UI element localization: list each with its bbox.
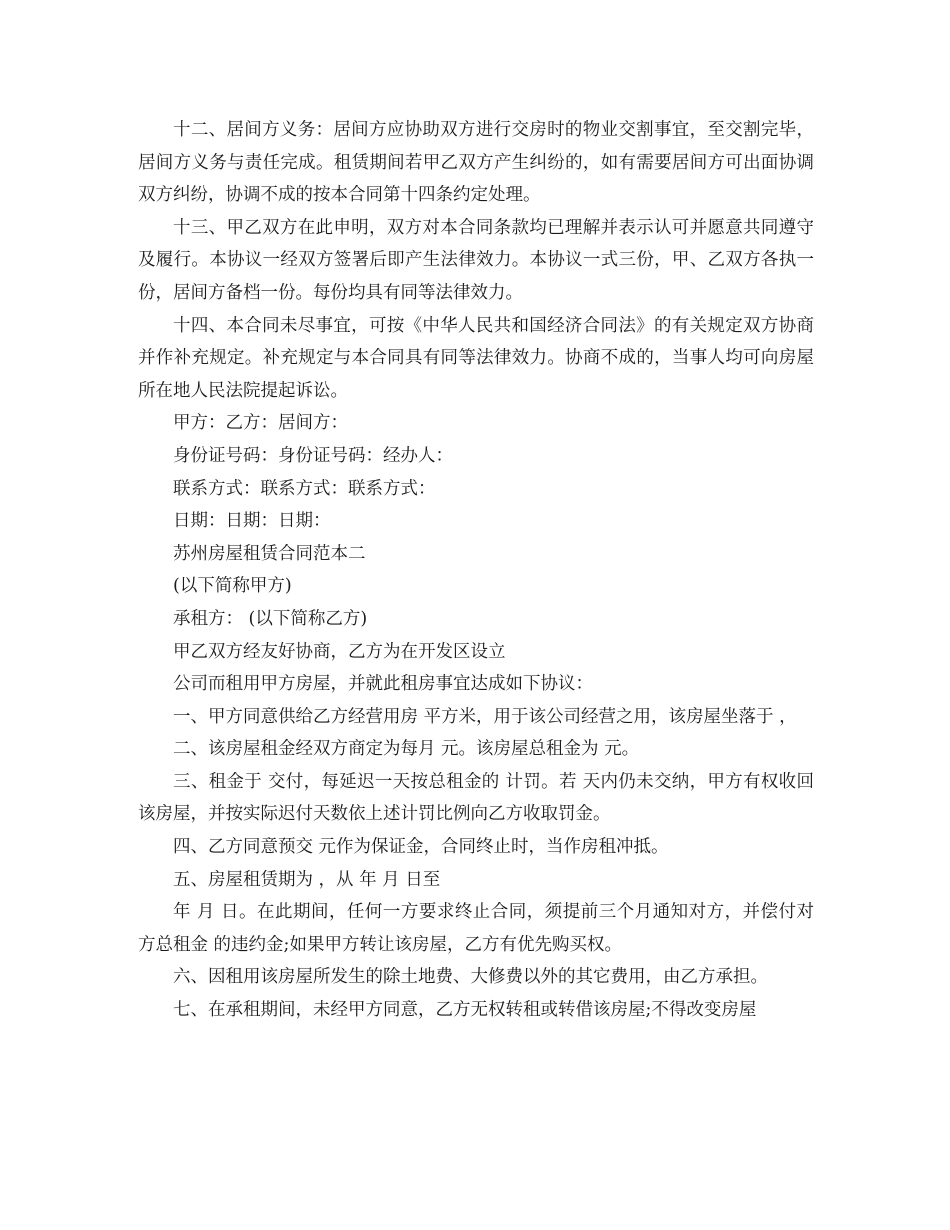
signature-contacts: 联系方式：联系方式：联系方式： bbox=[173, 478, 436, 499]
clause-13: 十三、甲乙双方在此申明，双方对本合同条款均已理解并表示认可并愿意共同遵守及履行。本协议一经双方签署后即产生法律效力。本协议一式三份，甲、乙双方各执一份，居间方备档一份。每份均具有同等法律效力。 bbox=[138, 217, 814, 303]
preamble-1: 甲乙双方经友好协商，乙方为在开发区设立 bbox=[173, 641, 506, 662]
clause-14: 十四、本合同未尽事宜，可按《中华人民共和国经济合同法》的有关规定双方协商并作补充规定。补充规定与本合同具有同等法律效力。协商不成的，当事人均可向房屋所在地人民法院提起诉讼。 bbox=[138, 315, 814, 401]
lessee-line: 承租方： (以下简称乙方) bbox=[173, 608, 368, 629]
document-body bbox=[138, 114, 814, 1027]
article-4: 四、乙方同意预交 元作为保证金，合同终止时，当作房租冲抵。 bbox=[173, 837, 669, 858]
article-5-continued: 年 月 日。在此期间，任何一方要求终止合同，须提前三个月通知对方，并偿付对方总租金 的违约金;如果甲方转让该房屋，乙方有优先购买权。 bbox=[138, 902, 814, 955]
signature-dates: 日期：日期：日期： bbox=[173, 511, 331, 532]
lessor-line: (以下简称甲方) bbox=[173, 576, 292, 597]
section-title: 苏州房屋租赁合同范本二 bbox=[173, 543, 366, 564]
preamble-2: 公司而租用甲方房屋，并就此租房事宜达成如下协议： bbox=[173, 674, 593, 695]
article-7: 七、在承租期间，未经甲方同意，乙方无权转租或转借该房屋;不得改变房屋 bbox=[173, 1000, 757, 1021]
article-5: 五、房屋租赁期为 ，从 年 月 日至 bbox=[173, 869, 441, 890]
article-2: 二、该房屋租金经双方商定为每月 元。该房屋总租金为 元。 bbox=[173, 739, 640, 760]
signature-id-numbers: 身份证号码：身份证号码：经办人： bbox=[173, 445, 453, 466]
article-6: 六、因租用该房屋所发生的除土地费、大修费以外的其它费用，由乙方承担。 bbox=[173, 967, 768, 988]
signature-parties: 甲方：乙方：居间方： bbox=[173, 413, 348, 434]
article-1: 一、甲方同意供给乙方经营用房 平方米，用于该公司经营之用，该房屋坐落于 ， bbox=[173, 706, 797, 727]
clause-12: 十二、居间方义务：居间方应协助双方进行交房时的物业交割事宜，至交割完毕，居间方义务与责任完成。租赁期间若甲乙双方产生纠纷的，如有需要居间方可出面协调双方纠纷，协调不成的按本合同第十四条约定处理。 bbox=[138, 120, 814, 206]
article-3: 三、租金于 交付，每延迟一天按总租金的 计罚。若 天内仍未交纳，甲方有权收回该房屋，并按实际迟付天数依上述计罚比例向乙方收取罚金。 bbox=[138, 771, 814, 825]
